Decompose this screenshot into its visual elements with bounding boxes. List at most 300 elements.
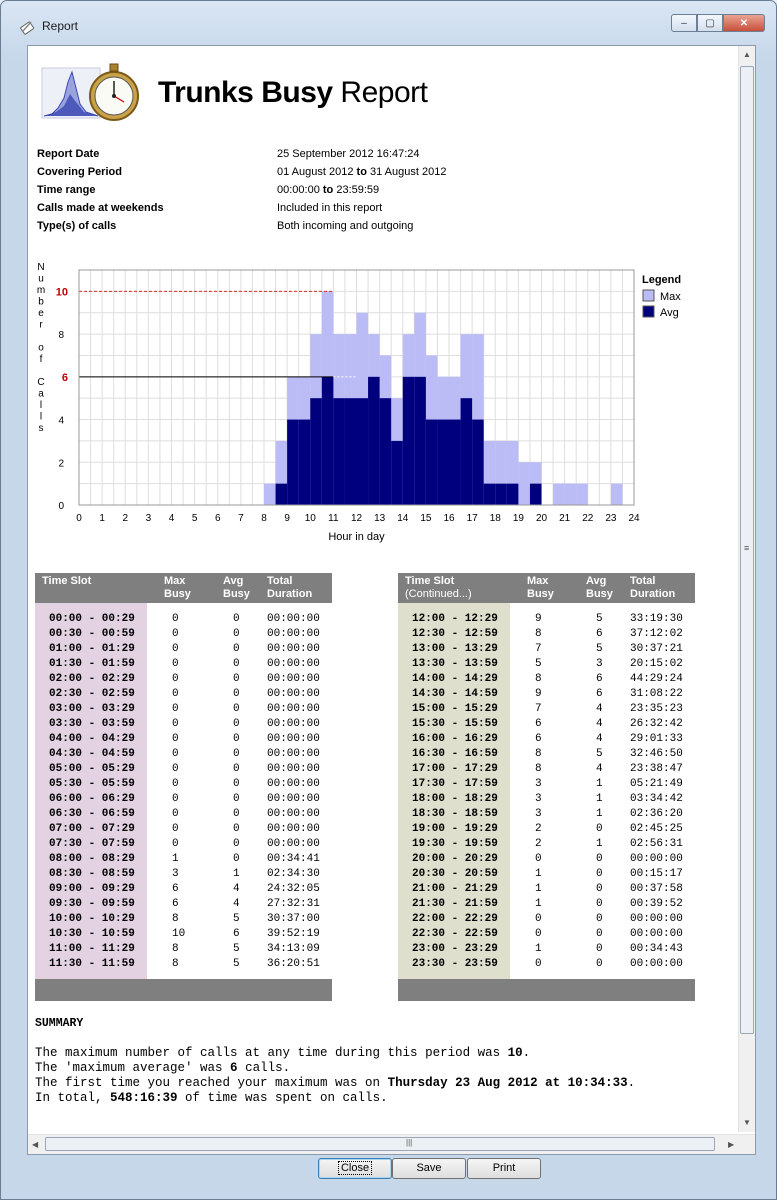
scroll-left-icon[interactable]: ◀ [32,1140,39,1149]
header-avg-busy [586,575,613,601]
info-value-joiner: to [322,184,334,196]
time-slot-cell: 09:30 - 09:59 [49,898,135,910]
summary-avg-value: 6 [230,1061,238,1075]
y-tick-label: 4 [58,415,64,427]
max-busy-cell: 0 [172,748,179,760]
y-axis-label: N u m b e r o f C a l l s [36,262,46,434]
info-value-start: 00:00:00 [277,184,320,196]
print-button-label: Print [492,1162,516,1174]
avg-busy-cell: 1 [233,868,240,880]
avg-busy-cell: 0 [233,673,240,685]
time-slot-cell: 20:30 - 20:59 [412,868,498,880]
time-slot-cell: 16:30 - 16:59 [412,748,498,760]
table-row [398,702,695,717]
max-busy-cell: 0 [172,763,179,775]
max-busy-cell: 0 [172,808,179,820]
table-body [398,603,695,979]
max-busy-cell: 1 [535,943,542,955]
info-value: Both incoming and outgoing [277,220,414,232]
total-duration-cell: 00:00:00 [267,673,320,685]
header-dur-line1: Total [267,575,293,587]
table-row [35,852,332,867]
total-duration-cell: 31:08:22 [630,688,683,700]
minimize-icon: – [681,17,687,29]
total-duration-cell: 00:15:17 [630,868,683,880]
header-max-line1: Max [527,575,549,587]
table-row [398,672,695,687]
avg-busy-cell: 0 [233,748,240,760]
time-slot-cell: 18:00 - 18:29 [412,793,498,805]
info-value [277,184,379,196]
table-row [35,927,332,942]
avg-busy-cell: 6 [596,628,603,640]
trunks-busy-chart [28,256,739,556]
time-slot-table-pm [398,573,695,1001]
avg-bar [368,377,380,505]
max-busy-cell: 0 [172,838,179,850]
table-row [398,822,695,837]
avg-busy-cell: 0 [596,868,603,880]
total-duration-cell: 00:00:00 [267,643,320,655]
total-duration-cell: 00:00:00 [267,763,320,775]
info-value: Included in this report [277,202,383,214]
time-slot-cell: 01:00 - 01:29 [49,643,135,655]
scroll-right-icon[interactable]: ▶ [728,1140,735,1149]
total-duration-cell: 02:34:30 [267,868,320,880]
max-busy-cell: 0 [172,793,179,805]
table-row [398,927,695,942]
table-row [398,717,695,732]
total-duration-cell: 36:20:51 [267,958,320,970]
total-duration-cell: 44:29:24 [630,673,683,685]
time-slot-cell: 12:30 - 12:59 [412,628,498,640]
avg-busy-cell: 6 [596,688,603,700]
time-slot-cell: 19:00 - 19:29 [412,823,498,835]
max-busy-cell: 8 [172,958,179,970]
info-value-joiner: to [356,166,367,178]
max-bar [611,484,623,505]
header-total-duration [630,575,675,601]
table-row [398,807,695,822]
avg-bar [333,398,345,505]
x-tick-label: 19 [512,513,524,524]
avg-busy-cell: 0 [233,838,240,850]
table-row [35,807,332,822]
summary-text: calls. [237,1061,291,1075]
avg-busy-cell: 0 [233,688,240,700]
total-duration-cell: 00:00:00 [267,733,320,745]
table-row [35,942,332,957]
avg-busy-cell: 0 [233,853,240,865]
avg-busy-cell: 4 [596,718,603,730]
info-row-report-date [37,148,637,166]
time-slot-cell: 06:00 - 06:29 [49,793,135,805]
header-max-busy [164,575,191,601]
summary-line-total [35,1091,725,1106]
max-busy-cell: 9 [535,688,542,700]
avg-busy-cell: 4 [233,898,240,910]
table-footer [398,979,695,1001]
report-viewer [27,45,756,1155]
summary-text: The first time you reached your maximum was on [35,1076,388,1090]
avg-busy-cell: 0 [233,643,240,655]
max-busy-cell: 10 [172,928,186,940]
avg-busy-cell: 3 [596,658,603,670]
table-row [398,612,695,627]
x-tick-label: 16 [443,513,455,524]
summary-total-time: 548:16:39 [110,1091,178,1105]
x-tick-label: 22 [582,513,594,524]
table-row [35,882,332,897]
scroll-down-icon[interactable]: ▼ [743,1118,751,1127]
table-row [35,717,332,732]
vertical-scroll-thumb[interactable] [740,66,754,1034]
max-busy-cell: 0 [172,628,179,640]
time-slot-cell: 14:30 - 14:59 [412,688,498,700]
max-busy-cell: 8 [172,943,179,955]
avg-busy-cell: 0 [233,658,240,670]
time-slot-cell: 18:30 - 18:59 [412,808,498,820]
table-row [35,957,332,972]
time-slot-cell: 22:30 - 22:59 [412,928,498,940]
y-tick-label: 2 [58,458,64,470]
x-tick-label: 9 [284,513,290,524]
max-busy-cell: 1 [535,898,542,910]
table-header [35,573,332,603]
summary-max-value: 10 [507,1046,523,1060]
avg-busy-cell: 5 [233,943,240,955]
horizontal-scroll-thumb[interactable] [45,1137,715,1151]
time-slot-cell: 09:00 - 09:29 [49,883,135,895]
summary-text: The 'maximum average' was [35,1061,231,1075]
max-bar [553,484,565,505]
max-busy-cell: 0 [172,703,179,715]
summary-text: of time was spent on calls. [177,1091,388,1105]
info-value: 25 September 2012 16:47:24 [277,148,420,160]
time-slot-cell: 04:00 - 04:29 [49,733,135,745]
table-footer [35,979,332,1001]
time-slot-cell: 04:30 - 04:59 [49,748,135,760]
total-duration-cell: 00:00:00 [267,748,320,760]
max-busy-cell: 6 [172,883,179,895]
avg-busy-cell: 0 [233,703,240,715]
avg-busy-cell: 0 [233,823,240,835]
max-busy-cell: 9 [535,613,542,625]
avg-busy-cell: 0 [233,733,240,745]
x-tick-label: 7 [238,513,244,524]
y-tick-label: 0 [58,501,64,512]
time-slot-cell: 17:30 - 17:59 [412,778,498,790]
table-row [35,792,332,807]
stopwatch-logo-icon [40,58,145,126]
max-busy-cell: 8 [172,913,179,925]
summary-section [35,1016,725,1106]
total-duration-cell: 23:35:23 [630,703,683,715]
header-slot-line1: Time Slot [405,575,455,587]
avg-busy-cell: 6 [233,928,240,940]
time-slot-cell: 07:30 - 07:59 [49,838,135,850]
max-busy-cell: 0 [172,613,179,625]
table-row [35,912,332,927]
avg-busy-cell: 1 [596,793,603,805]
header-total-duration [267,575,312,601]
avg-busy-cell: 1 [596,838,603,850]
scroll-up-icon[interactable]: ▲ [743,50,751,59]
x-tick-label: 11 [328,513,339,524]
total-duration-cell: 32:46:50 [630,748,683,760]
table-body [35,603,332,979]
time-slot-cell: 15:00 - 15:29 [412,703,498,715]
table-row [35,612,332,627]
info-row-covering-period [37,166,637,184]
time-slot-cell: 08:30 - 08:59 [49,868,135,880]
table-row [398,912,695,927]
total-duration-cell: 24:32:05 [267,883,320,895]
header-avg-busy [223,575,250,601]
legend-swatch-max [643,290,654,301]
header-max-busy [527,575,554,601]
header-dur-line2: Duration [630,588,676,600]
total-duration-cell: 39:52:19 [267,928,320,940]
avg-busy-cell: 0 [596,928,603,940]
window-controls [671,14,765,32]
close-window-button[interactable] [723,14,765,32]
table-row [398,777,695,792]
print-button[interactable] [467,1158,541,1179]
table-row [35,702,332,717]
total-duration-cell: 00:00:00 [630,913,683,925]
avg-bar [380,398,392,505]
table-row [35,777,332,792]
max-busy-cell: 2 [535,823,542,835]
save-button[interactable] [392,1158,466,1179]
x-tick-label: 20 [535,513,548,524]
max-busy-cell: 0 [172,673,179,685]
total-duration-cell: 00:00:00 [267,688,320,700]
time-slot-cell: 10:00 - 10:29 [49,913,135,925]
minimize-button[interactable] [671,14,697,32]
total-duration-cell: 00:00:00 [267,628,320,640]
total-duration-cell: 37:12:02 [630,628,683,640]
max-busy-cell: 6 [535,733,542,745]
header-dur-line1: Total [630,575,656,587]
table-row [398,732,695,747]
title-bar[interactable] [1,1,776,41]
header-max-line2: Busy [527,588,554,600]
total-duration-cell: 27:32:31 [267,898,320,910]
header-time-slot: Time Slot [42,575,92,587]
time-slot-cell: 16:00 - 16:29 [412,733,498,745]
close-button[interactable] [318,1158,392,1179]
time-slot-cell: 05:30 - 05:59 [49,778,135,790]
info-label: Calls made at weekends [37,202,164,214]
header-avg-line1: Avg [223,575,244,587]
summary-line-first-max [35,1076,725,1091]
x-tick-label: 0 [76,513,82,524]
total-duration-cell: 00:00:00 [267,613,320,625]
summary-line-max [35,1046,725,1061]
header-time-slot [405,575,472,601]
max-busy-cell: 8 [535,673,542,685]
total-duration-cell: 23:38:47 [630,763,683,775]
summary-first-max-date: Thursday 23 Aug 2012 at 10:34:33 [387,1076,628,1090]
max-busy-cell: 0 [172,823,179,835]
table-row [35,867,332,882]
total-duration-cell: 00:00:00 [267,778,320,790]
scroll-grip-icon: ≡ [744,543,750,553]
time-slot-table-am [35,573,332,1001]
avg-busy-cell: 0 [596,823,603,835]
button-bar [1,1157,777,1183]
avg-busy-cell: 0 [233,808,240,820]
time-slot-cell: 23:30 - 23:59 [412,958,498,970]
table-row [398,897,695,912]
x-tick-label: 21 [559,513,571,524]
max-busy-cell: 3 [172,868,179,880]
avg-bar [276,484,288,505]
legend-swatch-avg [643,306,654,317]
time-slot-cell: 17:00 - 17:29 [412,763,498,775]
avg-bar [507,484,519,505]
time-slot-cell: 11:00 - 11:29 [49,943,135,955]
horizontal-scrollbar[interactable] [28,1134,756,1154]
avg-bar [310,398,322,505]
avg-bar [437,420,449,505]
x-tick-label: 8 [261,513,267,524]
avg-bar [472,420,484,505]
summary-text: . [522,1046,531,1060]
avg-bar [414,377,426,505]
table-row [398,762,695,777]
max-busy-cell: 0 [535,853,542,865]
time-slot-cell: 13:30 - 13:59 [412,658,498,670]
vertical-scrollbar[interactable] [738,46,755,1132]
time-slot-cell: 12:00 - 12:29 [412,613,498,625]
table-row [35,762,332,777]
max-busy-cell: 0 [535,928,542,940]
avg-busy-cell: 5 [233,913,240,925]
total-duration-cell: 30:37:00 [267,913,320,925]
info-value-end: 31 August 2012 [369,166,447,178]
legend-label-avg: Avg [660,307,679,319]
avg-marker-label: 6 [61,371,68,384]
avg-busy-cell: 1 [596,778,603,790]
max-bar [264,484,276,505]
info-row-time-range [37,184,637,202]
total-duration-cell: 00:00:00 [267,838,320,850]
maximize-button[interactable] [697,14,723,32]
time-slot-cell: 23:00 - 23:29 [412,943,498,955]
info-label: Time range [37,184,96,196]
total-duration-cell: 00:00:00 [267,658,320,670]
max-busy-cell: 3 [535,778,542,790]
info-row-call-types [37,220,637,238]
total-duration-cell: 00:00:00 [267,823,320,835]
x-tick-label: 4 [168,513,175,524]
time-slot-cell: 13:00 - 13:29 [412,643,498,655]
x-tick-label: 24 [628,513,640,524]
total-duration-cell: 00:00:00 [630,958,683,970]
total-duration-cell: 02:56:31 [630,838,683,850]
info-label: Type(s) of calls [37,220,117,232]
x-tick-label: 5 [191,513,198,524]
table-row [398,627,695,642]
avg-busy-cell: 0 [596,943,603,955]
time-slot-cell: 00:00 - 00:29 [49,613,135,625]
header-dur-line2: Duration [267,588,313,600]
total-duration-cell: 00:00:00 [267,793,320,805]
max-busy-cell: 0 [172,718,179,730]
time-slot-cell: 10:30 - 10:59 [49,928,135,940]
max-busy-cell: 6 [535,718,542,730]
total-duration-cell: 00:00:00 [267,703,320,715]
header-avg-line2: Busy [223,588,250,600]
header-max-line1: Max [164,575,186,587]
x-tick-label: 3 [145,513,152,524]
avg-busy-cell: 0 [233,718,240,730]
avg-busy-cell: 4 [596,763,603,775]
header-max-line2: Busy [164,588,191,600]
total-duration-cell: 02:36:20 [630,808,683,820]
avg-bar [426,420,438,505]
max-busy-cell: 5 [535,658,542,670]
time-slot-cell: 05:00 - 05:29 [49,763,135,775]
total-duration-cell: 34:13:09 [267,943,320,955]
avg-busy-cell: 0 [233,613,240,625]
header-avg-line2: Busy [586,588,613,600]
total-duration-cell: 00:00:00 [630,928,683,940]
max-marker-label: 10 [55,286,68,299]
avg-busy-cell: 0 [596,958,603,970]
avg-bar [495,484,507,505]
total-duration-cell: 00:34:41 [267,853,320,865]
max-busy-cell: 8 [535,748,542,760]
avg-busy-cell: 4 [233,883,240,895]
max-busy-cell: 0 [172,688,179,700]
avg-busy-cell: 5 [596,613,603,625]
table-row [398,657,695,672]
report-title-bold: Trunks Busy [158,76,333,109]
avg-bar [461,398,473,505]
avg-busy-cell: 5 [596,748,603,760]
table-row [35,747,332,762]
time-slot-cell: 21:00 - 21:29 [412,883,498,895]
summary-line-avg [35,1061,725,1076]
summary-heading: SUMMARY [35,1017,84,1030]
total-duration-cell: 00:00:00 [630,853,683,865]
maximize-icon: ▢ [705,17,715,29]
time-slot-cell: 02:00 - 02:29 [49,673,135,685]
total-duration-cell: 29:01:33 [630,733,683,745]
x-tick-label: 12 [350,513,363,524]
avg-bar [391,441,403,505]
time-slot-cell: 01:30 - 01:59 [49,658,135,670]
report-info [37,148,637,238]
info-value-start: 01 August 2012 [277,166,354,178]
avg-bar [345,398,357,505]
avg-bar [484,484,496,505]
max-busy-cell: 1 [172,853,179,865]
time-slot-cell: 03:00 - 03:29 [49,703,135,715]
info-value-end: 23:59:59 [336,184,380,196]
time-slot-cell: 15:30 - 15:59 [412,718,498,730]
header-avg-line1: Avg [586,575,607,587]
x-tick-label: 6 [214,513,221,524]
time-slot-cell: 03:30 - 03:59 [49,718,135,730]
avg-busy-cell: 0 [596,898,603,910]
avg-busy-cell: 0 [596,883,603,895]
total-duration-cell: 00:00:00 [267,718,320,730]
